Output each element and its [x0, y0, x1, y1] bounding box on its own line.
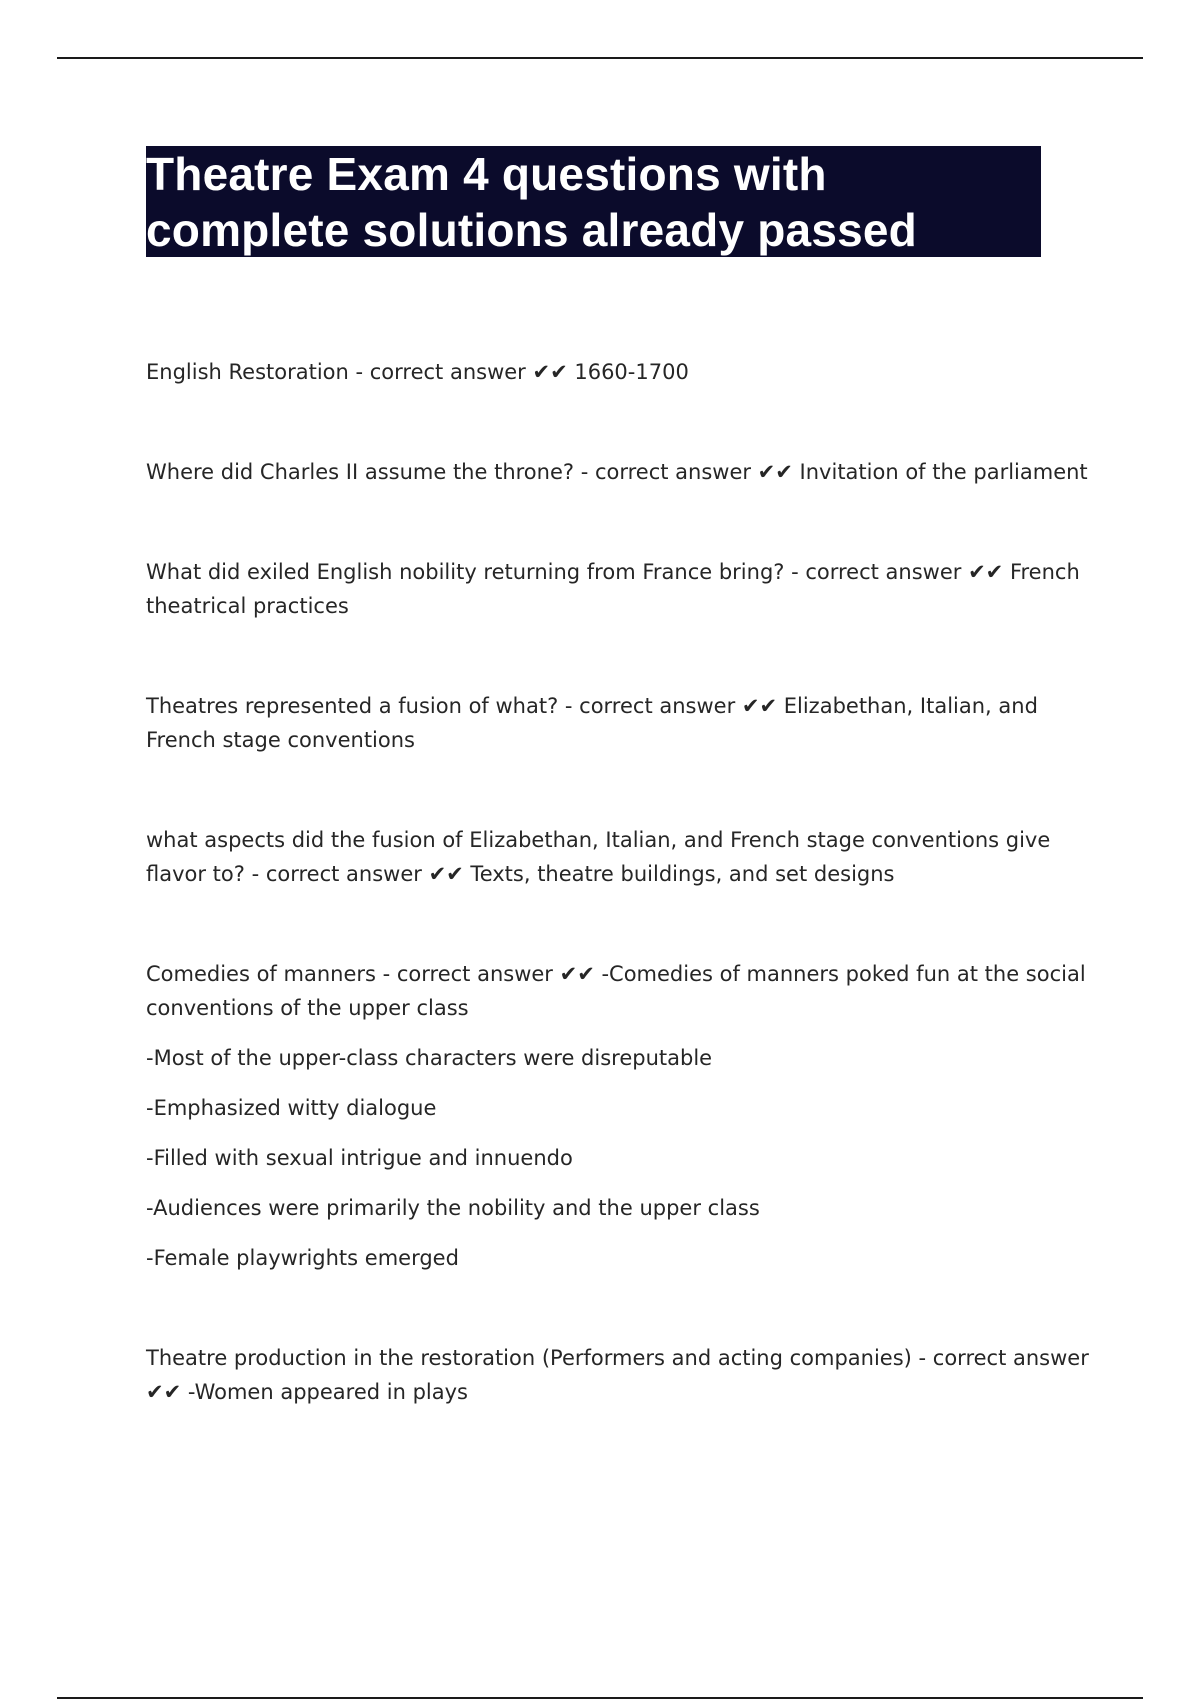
qa-text: Theatres represented a fusion of what? - correct answer ✔✔ Elizabethan, Italian, and French stage conventions [146, 694, 1038, 752]
qa-list [146, 355, 1091, 1409]
document-title [146, 146, 1041, 258]
qa-item [146, 823, 1091, 891]
qa-bullet-line: -Female playwrights emerged [146, 1246, 459, 1270]
qa-text: Where did Charles II assume the throne? - correct answer ✔✔ Invitation of the parliament [146, 460, 1088, 484]
qa-bullet-line: -Emphasized witty dialogue [146, 1096, 437, 1120]
qa-bullet-line: -Audiences were primarily the nobility and the upper class [146, 1196, 760, 1220]
qa-item [146, 957, 1091, 1275]
qa-item [146, 455, 1091, 489]
qa-bullet-line: -Most of the upper-class characters were disreputable [146, 1046, 713, 1070]
qa-text: what aspects did the fusion of Elizabethan, Italian, and French stage conventions give flavor to? - correct answer ✔✔ Texts, theatre buildings, and set designs [146, 828, 1051, 886]
top-rule [57, 57, 1143, 59]
qa-item [146, 355, 1091, 389]
qa-text: What did exiled English nobility returning from France bring? - correct answer ✔✔ French theatrical practices [146, 560, 1080, 618]
qa-bullet-line: -Filled with sexual intrigue and innuendo [146, 1146, 573, 1170]
qa-item [146, 689, 1091, 757]
qa-item [146, 1341, 1091, 1409]
title-line-2: complete solutions already passed [146, 204, 917, 256]
qa-item [146, 555, 1091, 623]
qa-text: English Restoration - correct answer ✔✔ 1660-1700 [146, 360, 689, 384]
title-line-1: Theatre Exam 4 questions with [146, 148, 827, 200]
qa-text: Theatre production in the restoration (Performers and acting companies) - correct answer ✔✔ -Women appeared in plays [146, 1346, 1089, 1404]
qa-text: Comedies of manners - correct answer ✔✔ -Comedies of manners poked fun at the social conventions of the upper class [146, 962, 1086, 1020]
bottom-rule [57, 1697, 1143, 1699]
title-banner [146, 146, 1041, 257]
